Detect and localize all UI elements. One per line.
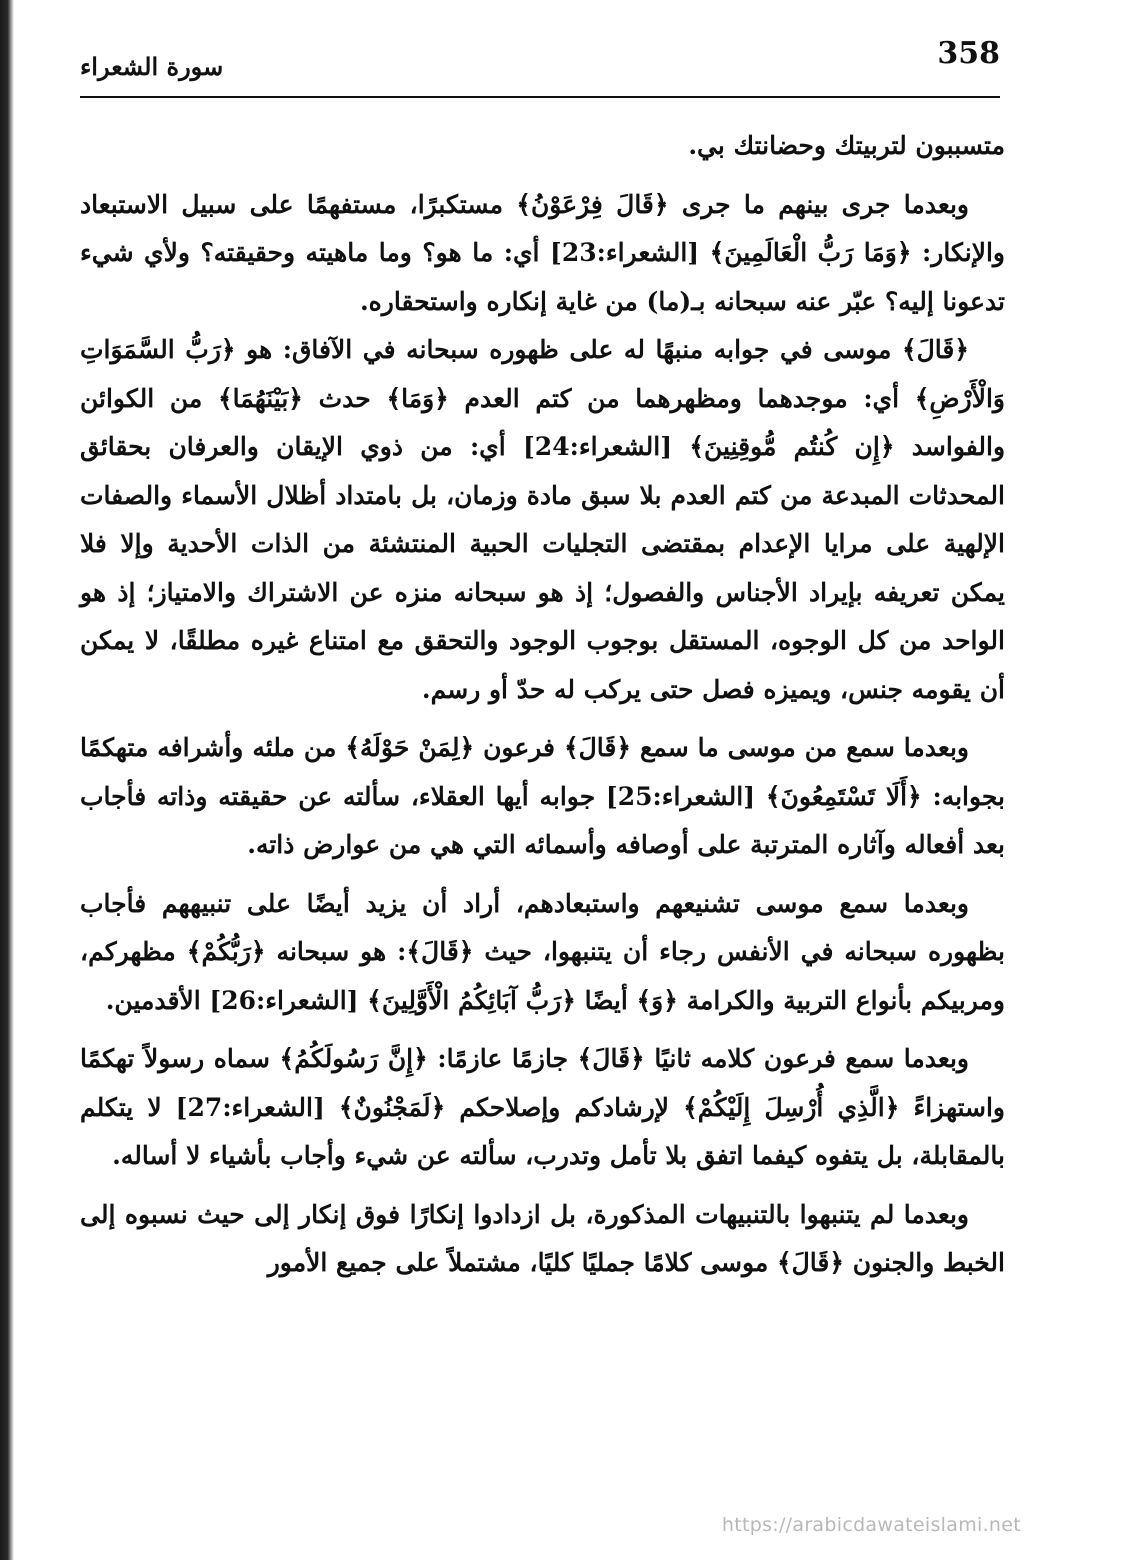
quran-verse: ﴿قَالَ﴾ — [563, 733, 632, 762]
quran-verse: ﴿وَمَا رَبُّ الْعَالَمِينَ﴾ — [709, 238, 912, 267]
text-run: لإرشادكم وإصلاحكم — [445, 1092, 684, 1122]
paragraph — [80, 122, 1005, 171]
quran-verse: ﴿إِنَّ رَسُولَكُمُ﴾ — [279, 1044, 428, 1073]
book-page — [70, 30, 1030, 1530]
paragraph — [80, 724, 1005, 870]
text-run: [الشعراء:23] أي: ما هو؟ وما ماهيته وحقيقته؟ ولأي شيء تدعونا إليه؟ عبّر عنه سبحانه بـ(ما) من غاية إنكاره واستحقاره. — [80, 238, 1005, 316]
paragraph — [80, 181, 1005, 327]
text-run: متسببون لتربيتك وحضانتك بي. — [688, 131, 1005, 160]
text-run: أي: موجدهما ومظهرهما من كتم العدم — [448, 383, 915, 413]
quran-verse: ﴿إِن كُنتُم مُّوقِنِينَ﴾ — [689, 432, 895, 461]
text-run: أيضًا — [575, 985, 637, 1015]
text-run: [الشعراء:27] لا يتكلم بالمقابلة، بل يتفوه كيفما اتفق بلا تأمل وتدرب، سألته عن شيء وأجاب بأشياء لا أساله. — [80, 1092, 1005, 1170]
quran-verse: ﴿وَ﴾ — [636, 985, 678, 1015]
text-run: موسى في جوابه منبهًا له على ظهوره سبحانه في الآفاق: هو — [235, 335, 902, 364]
text-run: من ملئه وأشرافه متهكمًا بجوابه: — [80, 733, 1006, 811]
quran-verse: ﴿وَمَا﴾ — [386, 383, 449, 413]
page-body — [80, 122, 1005, 1288]
paragraph — [80, 1035, 1005, 1181]
paragraph — [80, 326, 1005, 714]
text-run: حدث — [302, 383, 387, 413]
text-run: [الشعراء:24] أي: من ذوي الإيقان والعرفان بحقائق المحدثات المبدعة من كتم العدم بلا سبق مادة وزمان، بل بامتداد أظلال الأسماء والصفات الإلهية على مرايا الإعدام بمقتضى التجليات الحبية المنتشئة من الذات الأحدية وإلا فلا يمكن تعريفه بإيراد الأجناس والفصول؛ إذ هو سبحانه منزه عن الاشتراك والامتياز؛ إذ هو الواحد من كل الوجوه، المستقل بوجوب الوجود والتحقق مع امتناع غيره مطلقًا، لا يمكن أن يقومه جنس، ويميزه فصل حتى يركب له حدّ أو رسم. — [80, 432, 1005, 704]
text-run: مظهركم، ومربيكم بأنواع التربية والكرامة — [80, 937, 1005, 1015]
quran-verse: ﴿أَلَا تَسْتَمِعُونَ﴾ — [765, 781, 922, 811]
quran-verse: ﴿بَيْنَهُمَا﴾ — [218, 383, 303, 413]
page-number: 358 — [937, 36, 1000, 71]
quran-verse: ﴿لِمَنْ حَوْلَهُ﴾ — [345, 733, 475, 762]
text-run: موسى كلامًا جمليًا كليًا، مشتملاً على جميع الأمور — [267, 1248, 777, 1277]
text-run: وبعدما سمع فرعون كلامه ثانيًا — [644, 1044, 969, 1073]
text-run: [الشعراء:26] الأقدمين. — [105, 985, 368, 1015]
quran-verse: ﴿قَالَ﴾ — [901, 335, 969, 364]
text-run: [الشعراء:25] جوابه أيها العقلاء، سألته عن حقيقته وذاته فأجاب بعد أفعاله وآثاره المترتبة على أوصافه وأسمائه التي هي من عوارض ذاته. — [80, 781, 1005, 859]
quran-verse: ﴿رَبُّ السَّمَوَاتِ وَالْأَرْضِ﴾ — [80, 335, 1005, 413]
page-header — [70, 30, 1030, 92]
text-run: وبعدما لم يتنبهوا بالتنبيهات المذكورة، بل ازدادوا إنكارًا فوق إنكار إلى حيث نسبوه إلى الخبط والجنون — [80, 1199, 1005, 1277]
text-run: سماه رسولاً تهكمًا واستهزاءً — [80, 1044, 1005, 1122]
quran-verse: ﴿الَّذِي أُرْسِلَ إِلَيْكُمْ﴾ — [683, 1092, 900, 1122]
text-run: من الكوائن والفواسد — [80, 383, 1006, 461]
surah-title: سورة الشعراء — [80, 52, 224, 81]
text-run: جازمًا عازمًا: — [427, 1044, 578, 1073]
text-run: وبعدما سمع موسى تشنيعهم واستبعادهم، أراد أن يزيد أيضًا على تنبيههم فأجاب بظهوره سبحانه في الأنفس رجاء أن يتنبهوا، حيث — [80, 888, 1006, 966]
quran-verse: ﴿قَالَ﴾ — [776, 1248, 845, 1277]
text-run: مستكبرًا، مستفهمًا على سبيل الاستبعاد والإنكار: — [80, 189, 1006, 267]
watermark-url: https://arabicdawateislami.net — [721, 1514, 1021, 1536]
text-run: : هو سبحانه — [265, 937, 407, 966]
quran-verse: ﴿قَالَ﴾ — [406, 937, 474, 966]
text-run: وبعدما سمع من موسى ما سمع — [631, 733, 970, 762]
paragraph — [80, 880, 1005, 1026]
text-run: وبعدما جرى بينهم ما جرى — [668, 189, 969, 219]
quran-verse: ﴿رَبُّ آبَائِكُمُ الْأَوَّلِينَ﴾ — [367, 985, 576, 1015]
paragraph — [80, 1191, 1005, 1288]
header-divider — [80, 96, 1000, 98]
quran-verse: ﴿قَالَ فِرْعَوْنُ﴾ — [516, 189, 669, 219]
quran-verse: ﴿لَمَجْنُونٌ﴾ — [338, 1092, 446, 1122]
quran-verse: ﴿قَالَ﴾ — [577, 1044, 645, 1073]
quran-verse: ﴿رَبُّكُمْ﴾ — [186, 937, 266, 966]
text-run: فرعون — [474, 733, 564, 762]
scan-edge-shadow — [0, 0, 14, 1560]
